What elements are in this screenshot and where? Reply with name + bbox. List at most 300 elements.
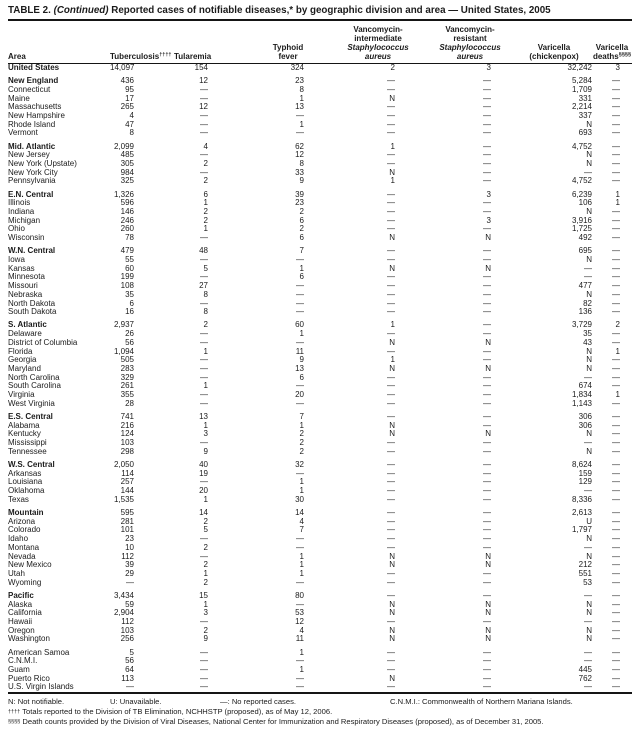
value-cell-vancomycin-intermediate-staph-aureus: — [387, 468, 395, 478]
area-cell: S. Atlantic [8, 320, 47, 330]
value-cell-vancomycin-resistant-staph-aureus: — [483, 246, 491, 256]
value-cell-tularemia: — [200, 665, 208, 674]
value-cell-varicella-deaths: — [612, 625, 620, 635]
legend-unavailable: U: Unavailable. [110, 697, 162, 707]
value-cell-varicella-chickenpox: 695 [578, 246, 592, 256]
value-cell-vancomycin-intermediate-staph-aureus: N [389, 167, 395, 177]
table-row-maine [8, 95, 632, 104]
value-cell-tuberculosis: 1,094 [113, 346, 134, 356]
area-cell: Louisiana [8, 477, 43, 487]
value-cell-tuberculosis: 78 [125, 233, 134, 243]
value-cell-tuberculosis: 14,097 [110, 63, 135, 72]
value-cell-varicella-chickenpox: 2,214 [571, 102, 592, 112]
value-cell-vancomycin-resistant-staph-aureus: N [485, 599, 491, 609]
value-cell-tuberculosis: 113 [121, 673, 134, 683]
area-cell: Alaska [8, 599, 33, 609]
value-cell-varicella-chickenpox: — [584, 590, 592, 600]
table-row-new-england [8, 77, 632, 86]
value-cell-varicella-chickenpox: 551 [578, 568, 592, 578]
area-cell: Rhode Island [8, 119, 56, 129]
table-title-continued: (Continued) [53, 5, 109, 16]
value-cell-varicella-deaths: — [612, 398, 620, 408]
value-cell-typhoid-fever: 1 [299, 477, 304, 487]
area-cell: New Jersey [8, 150, 50, 160]
value-cell-typhoid-fever: 1 [299, 560, 304, 570]
value-cell-varicella-chickenpox: 306 [578, 412, 592, 422]
value-cell-typhoid-fever: — [296, 534, 304, 544]
value-cell-varicella-chickenpox: 106 [578, 198, 592, 208]
value-cell-tuberculosis: 199 [120, 272, 134, 282]
value-cell-varicella-deaths: — [612, 329, 620, 339]
value-cell-tularemia: 1 [203, 224, 208, 234]
value-cell-tularemia: 1 [203, 198, 208, 208]
value-cell-tularemia: 1 [203, 568, 208, 578]
value-cell-vancomycin-resistant-staph-aureus: — [483, 477, 491, 487]
value-cell-tuberculosis: 325 [120, 176, 134, 186]
value-cell-varicella-deaths: — [612, 560, 620, 570]
area-cell: North Dakota [8, 298, 56, 308]
value-cell-varicella-chickenpox: 306 [578, 420, 592, 430]
area-cell: New York (Upstate) [8, 159, 77, 169]
value-cell-vancomycin-intermediate-staph-aureus: — [387, 246, 395, 256]
value-cell-varicella-chickenpox: N [586, 207, 592, 217]
value-cell-varicella-deaths: — [612, 224, 620, 234]
table-row-hawaii [8, 618, 632, 627]
value-cell-tuberculosis: 246 [120, 215, 134, 225]
value-cell-vancomycin-intermediate-staph-aureus: — [387, 446, 395, 456]
table-body [8, 64, 632, 694]
value-cell-tuberculosis: 2,099 [113, 141, 134, 151]
table-title [8, 3, 632, 21]
value-cell-typhoid-fever: 6 [299, 372, 304, 382]
table-row-mid-atlantic [8, 143, 632, 152]
value-cell-vancomycin-resistant-staph-aureus: — [483, 281, 491, 291]
table-row-michigan [8, 217, 632, 226]
value-cell-vancomycin-intermediate-staph-aureus: — [387, 128, 395, 138]
value-cell-vancomycin-intermediate-staph-aureus: N [389, 551, 395, 561]
value-cell-vancomycin-intermediate-staph-aureus: — [387, 542, 395, 552]
value-cell-vancomycin-resistant-staph-aureus: — [483, 207, 491, 217]
value-cell-tularemia: 2 [203, 516, 208, 526]
value-cell-vancomycin-intermediate-staph-aureus: N [389, 673, 395, 683]
footnote-dagger [8, 707, 632, 717]
value-cell-varicella-chickenpox: N [586, 429, 592, 439]
value-cell-vancomycin-resistant-staph-aureus: — [483, 673, 491, 683]
table-row-pennsylvania [8, 177, 632, 186]
value-cell-varicella-chickenpox: — [584, 616, 592, 626]
value-cell-tuberculosis: 16 [125, 307, 134, 317]
value-cell-typhoid-fever: 6 [299, 233, 304, 243]
value-cell-vancomycin-intermediate-staph-aureus: — [387, 272, 395, 282]
value-cell-typhoid-fever: 1 [299, 263, 304, 273]
value-cell-vancomycin-intermediate-staph-aureus: — [387, 255, 395, 265]
value-cell-vancomycin-resistant-staph-aureus: — [483, 438, 491, 448]
value-cell-vancomycin-resistant-staph-aureus: — [483, 224, 491, 234]
value-cell-varicella-deaths: — [612, 298, 620, 308]
value-cell-varicella-chickenpox: 1,834 [571, 390, 592, 400]
value-cell-vancomycin-intermediate-staph-aureus: — [387, 534, 395, 544]
value-cell-typhoid-fever: 33 [295, 167, 304, 177]
table-row-oregon [8, 627, 632, 636]
value-cell-tularemia: — [200, 438, 208, 448]
value-cell-vancomycin-resistant-staph-aureus: — [483, 616, 491, 626]
value-cell-varicella-deaths: 1 [615, 189, 620, 199]
value-cell-tuberculosis: 741 [120, 412, 134, 422]
value-cell-varicella-deaths: — [612, 590, 620, 600]
value-cell-vancomycin-intermediate-staph-aureus: — [387, 111, 395, 121]
table-row-mountain [8, 509, 632, 518]
value-cell-typhoid-fever: 9 [299, 176, 304, 186]
value-cell-vancomycin-intermediate-staph-aureus: — [387, 281, 395, 291]
value-cell-tuberculosis: 10 [125, 542, 134, 552]
value-cell-varicella-chickenpox: 8,624 [571, 460, 592, 470]
value-cell-varicella-chickenpox: N [586, 634, 592, 644]
value-cell-varicella-chickenpox: N [586, 159, 592, 169]
area-cell: Wyoming [8, 577, 42, 587]
value-cell-tuberculosis: 2,904 [113, 608, 134, 618]
table-row-new-hampshire [8, 112, 632, 121]
value-cell-varicella-chickenpox: — [584, 372, 592, 382]
value-cell-varicella-deaths: — [612, 412, 620, 422]
column-header-vancomycin-intermediate-staph-aureus: Vancomycin- intermediate Staphylococcus aureus [332, 21, 424, 64]
value-cell-vancomycin-resistant-staph-aureus: — [483, 390, 491, 400]
value-cell-tuberculosis: 329 [120, 372, 134, 382]
area-cell: New Hampshire [8, 111, 65, 121]
value-cell-varicella-chickenpox: 331 [578, 93, 592, 103]
table-row-massachusetts [8, 103, 632, 112]
value-cell-typhoid-fever: 4 [299, 516, 304, 526]
value-cell-varicella-chickenpox: N [586, 255, 592, 265]
value-cell-vancomycin-intermediate-staph-aureus: — [387, 76, 395, 86]
value-cell-tuberculosis: 596 [120, 198, 134, 208]
value-cell-tuberculosis: 56 [125, 337, 134, 347]
value-cell-varicella-chickenpox: 136 [578, 307, 592, 317]
value-cell-tuberculosis: 112 [121, 551, 134, 561]
value-cell-tuberculosis: 60 [125, 263, 134, 273]
area-cell: Tennessee [8, 446, 47, 456]
area-cell: Idaho [8, 534, 29, 544]
area-cell: Georgia [8, 355, 37, 365]
value-cell-tuberculosis: 56 [125, 656, 134, 666]
value-cell-vancomycin-resistant-staph-aureus: — [483, 93, 491, 103]
value-cell-typhoid-fever: 2 [299, 438, 304, 448]
value-cell-tularemia: 19 [199, 468, 208, 478]
value-cell-tuberculosis: 1,535 [113, 494, 134, 504]
value-cell-vancomycin-intermediate-staph-aureus: N [389, 420, 395, 430]
value-cell-vancomycin-intermediate-staph-aureus: — [387, 568, 395, 578]
value-cell-tularemia: 6 [203, 189, 208, 199]
value-cell-varicella-chickenpox: N [586, 346, 592, 356]
value-cell-tularemia: 8 [203, 289, 208, 299]
value-cell-varicella-deaths: — [612, 542, 620, 552]
value-cell-tularemia: 3 [203, 429, 208, 439]
value-cell-tularemia: 12 [199, 76, 208, 86]
footnotes [8, 697, 632, 727]
value-cell-tuberculosis: 355 [120, 390, 134, 400]
value-cell-tularemia: 9 [203, 634, 208, 644]
value-cell-vancomycin-intermediate-staph-aureus: N [389, 429, 395, 439]
value-cell-vancomycin-intermediate-staph-aureus: — [387, 682, 395, 692]
value-cell-tuberculosis: 984 [120, 167, 134, 177]
value-cell-vancomycin-resistant-staph-aureus: — [483, 320, 491, 330]
value-cell-typhoid-fever: 1 [299, 647, 304, 657]
value-cell-tuberculosis: 505 [120, 355, 134, 365]
value-cell-typhoid-fever: — [296, 682, 304, 692]
value-cell-varicella-deaths: 1 [615, 390, 620, 400]
table-row-e-n-central [8, 191, 632, 200]
section-text: Death counts provided by the Division of Viral Diseases, National Center for Immunization and Respiratory Diseases (proposed), as of December 31, 2005. [22, 717, 544, 727]
value-cell-tularemia: 9 [203, 446, 208, 456]
value-cell-vancomycin-resistant-staph-aureus: N [485, 634, 491, 644]
value-cell-varicella-chickenpox: N [586, 289, 592, 299]
area-cell: Missouri [8, 281, 38, 291]
table-row-tennessee [8, 448, 632, 457]
value-cell-tuberculosis: 8 [129, 128, 134, 138]
value-cell-typhoid-fever: 39 [295, 189, 304, 199]
value-cell-tularemia: 3 [203, 608, 208, 618]
value-cell-tularemia: — [200, 398, 208, 408]
value-cell-varicella-deaths: 3 [615, 63, 620, 72]
value-cell-varicella-deaths: — [612, 656, 620, 666]
value-cell-varicella-deaths: — [612, 76, 620, 86]
value-cell-vancomycin-resistant-staph-aureus: — [483, 508, 491, 518]
value-cell-tularemia: 2 [203, 215, 208, 225]
value-cell-vancomycin-resistant-staph-aureus: — [483, 329, 491, 339]
value-cell-typhoid-fever: 7 [299, 525, 304, 535]
value-cell-tularemia: — [200, 372, 208, 382]
value-cell-typhoid-fever: 80 [295, 590, 304, 600]
value-cell-vancomycin-resistant-staph-aureus: — [483, 119, 491, 129]
value-cell-tuberculosis: 479 [120, 246, 134, 256]
value-cell-tuberculosis: 2,050 [113, 460, 134, 470]
value-cell-vancomycin-resistant-staph-aureus: — [483, 289, 491, 299]
value-cell-vancomycin-intermediate-staph-aureus: — [387, 460, 395, 470]
value-cell-typhoid-fever: 1 [299, 568, 304, 578]
table-row-delaware [8, 330, 632, 339]
value-cell-vancomycin-resistant-staph-aureus: — [483, 468, 491, 478]
value-cell-vancomycin-resistant-staph-aureus: N [485, 263, 491, 273]
value-cell-typhoid-fever: — [296, 128, 304, 138]
value-cell-tuberculosis: 265 [120, 102, 134, 112]
value-cell-vancomycin-resistant-staph-aureus: — [483, 150, 491, 160]
value-cell-vancomycin-resistant-staph-aureus: — [483, 647, 491, 657]
value-cell-varicella-deaths: — [612, 364, 620, 373]
column-header-varicella-chickenpox: Varicella (chickenpox) [516, 21, 592, 64]
area-cell: Connecticut [8, 84, 51, 94]
area-cell: Guam [8, 665, 30, 674]
value-cell-tuberculosis: 216 [120, 420, 134, 430]
table-title-label: TABLE 2. [8, 5, 51, 16]
value-cell-typhoid-fever: 20 [295, 390, 304, 400]
value-cell-varicella-deaths: — [612, 508, 620, 518]
value-cell-vancomycin-intermediate-staph-aureus: — [387, 150, 395, 160]
table-row-west-virginia [8, 400, 632, 409]
value-cell-vancomycin-intermediate-staph-aureus: — [387, 486, 395, 496]
table-row-new-york-upstate [8, 160, 632, 169]
value-cell-tularemia: 2 [203, 320, 208, 330]
value-cell-tularemia: 2 [203, 542, 208, 552]
value-cell-varicella-chickenpox: 6,239 [571, 189, 592, 199]
value-cell-vancomycin-resistant-staph-aureus: — [483, 656, 491, 666]
value-cell-vancomycin-intermediate-staph-aureus: — [387, 198, 395, 208]
value-cell-varicella-deaths: — [612, 634, 620, 644]
area-cell: Mississippi [8, 438, 47, 448]
value-cell-tuberculosis: 4 [129, 111, 134, 121]
area-cell: Pacific [8, 590, 34, 600]
area-cell: Minnesota [8, 272, 45, 282]
table-row-north-carolina [8, 374, 632, 383]
value-cell-typhoid-fever: — [296, 656, 304, 666]
value-cell-tuberculosis: 39 [125, 560, 134, 570]
value-cell-varicella-chickenpox: 129 [578, 477, 592, 487]
table-row-guam [8, 666, 632, 675]
value-cell-vancomycin-resistant-staph-aureus: — [483, 486, 491, 496]
value-cell-typhoid-fever: 1 [299, 93, 304, 103]
value-cell-vancomycin-resistant-staph-aureus: — [483, 516, 491, 526]
table-row-kentucky [8, 430, 632, 439]
table-row-georgia [8, 356, 632, 365]
value-cell-tularemia: 2 [203, 560, 208, 570]
value-cell-vancomycin-intermediate-staph-aureus: 1 [390, 355, 395, 365]
value-cell-tularemia: — [200, 364, 208, 373]
table-row-nebraska [8, 291, 632, 300]
value-cell-vancomycin-intermediate-staph-aureus: — [387, 289, 395, 299]
value-cell-vancomycin-intermediate-staph-aureus: — [387, 577, 395, 587]
value-cell-vancomycin-resistant-staph-aureus: — [483, 198, 491, 208]
value-cell-varicella-deaths: — [612, 381, 620, 391]
value-cell-vancomycin-intermediate-staph-aureus: 1 [390, 176, 395, 186]
value-cell-vancomycin-resistant-staph-aureus: — [483, 167, 491, 177]
value-cell-vancomycin-intermediate-staph-aureus: N [389, 233, 395, 243]
area-cell: Washington [8, 634, 50, 644]
value-cell-vancomycin-resistant-staph-aureus: — [483, 346, 491, 356]
value-cell-tuberculosis: 5 [129, 647, 134, 657]
value-cell-varicella-chickenpox: 693 [578, 128, 592, 138]
table-row-c-n-m-i [8, 657, 632, 666]
value-cell-tularemia: 1 [203, 599, 208, 609]
value-cell-typhoid-fever: 6 [299, 272, 304, 282]
value-cell-vancomycin-resistant-staph-aureus: — [483, 665, 491, 674]
value-cell-vancomycin-resistant-staph-aureus: — [483, 141, 491, 151]
footnote-section [8, 717, 632, 727]
value-cell-varicella-chickenpox: 212 [578, 560, 592, 570]
value-cell-vancomycin-intermediate-staph-aureus: — [387, 438, 395, 448]
area-cell: Arkansas [8, 468, 42, 478]
area-cell: Florida [8, 346, 33, 356]
value-cell-varicella-chickenpox: 32,242 [567, 63, 592, 72]
table-row-alaska [8, 601, 632, 610]
value-cell-vancomycin-intermediate-staph-aureus: N [389, 608, 395, 618]
value-cell-vancomycin-intermediate-staph-aureus: 2 [390, 63, 395, 72]
value-cell-tuberculosis: 6 [129, 298, 134, 308]
value-cell-vancomycin-intermediate-staph-aureus: — [387, 159, 395, 169]
area-cell: Nebraska [8, 289, 43, 299]
value-cell-typhoid-fever: 2 [299, 429, 304, 439]
value-cell-varicella-chickenpox: 1,725 [571, 224, 592, 234]
value-cell-varicella-chickenpox: N [586, 551, 592, 561]
value-cell-vancomycin-resistant-staph-aureus: — [483, 76, 491, 86]
value-cell-typhoid-fever: — [296, 337, 304, 347]
value-cell-varicella-deaths: — [612, 468, 620, 478]
value-cell-vancomycin-intermediate-staph-aureus: — [387, 381, 395, 391]
value-cell-tularemia: — [200, 111, 208, 121]
value-cell-vancomycin-intermediate-staph-aureus: — [387, 372, 395, 382]
area-cell: Nevada [8, 551, 36, 561]
value-cell-vancomycin-intermediate-staph-aureus: — [387, 665, 395, 674]
value-cell-varicella-chickenpox: N [586, 355, 592, 365]
value-cell-tularemia: — [200, 673, 208, 683]
area-cell: Kentucky [8, 429, 41, 439]
value-cell-typhoid-fever: 62 [295, 141, 304, 151]
value-cell-tuberculosis: 436 [120, 76, 134, 86]
value-cell-varicella-deaths: — [612, 460, 620, 470]
value-cell-varicella-deaths: — [612, 119, 620, 129]
value-cell-tularemia: — [200, 682, 208, 692]
value-cell-varicella-deaths: — [612, 281, 620, 291]
value-cell-typhoid-fever: — [296, 468, 304, 478]
value-cell-varicella-chickenpox: — [584, 647, 592, 657]
value-cell-tularemia: — [200, 329, 208, 339]
legend-cnmi: C.N.M.I.: Commonwealth of Northern Mariana Islands. [390, 697, 573, 707]
value-cell-varicella-deaths: — [612, 647, 620, 657]
value-cell-varicella-deaths: — [612, 337, 620, 347]
table-row-nevada [8, 553, 632, 562]
value-cell-typhoid-fever: 8 [299, 159, 304, 169]
value-cell-tuberculosis: 47 [125, 119, 134, 129]
table-row-maryland [8, 365, 632, 374]
value-cell-vancomycin-intermediate-staph-aureus: — [387, 224, 395, 234]
value-cell-tularemia: 13 [199, 412, 208, 422]
value-cell-tularemia: — [200, 233, 208, 243]
value-cell-varicella-deaths: — [612, 215, 620, 225]
value-cell-vancomycin-intermediate-staph-aureus: — [387, 119, 395, 129]
value-cell-varicella-chickenpox: — [584, 438, 592, 448]
value-cell-typhoid-fever: — [296, 281, 304, 291]
value-cell-varicella-deaths: — [612, 355, 620, 365]
value-cell-varicella-chickenpox: U [586, 516, 592, 526]
value-cell-vancomycin-resistant-staph-aureus: — [483, 420, 491, 430]
value-cell-varicella-deaths: — [612, 233, 620, 243]
area-cell: Mid. Atlantic [8, 141, 56, 151]
value-cell-vancomycin-intermediate-staph-aureus: — [387, 102, 395, 112]
value-cell-tuberculosis: 305 [120, 159, 134, 169]
value-cell-varicella-chickenpox: 8,336 [571, 494, 592, 504]
value-cell-varicella-chickenpox: — [584, 263, 592, 273]
value-cell-typhoid-fever: 7 [299, 246, 304, 256]
table-row-iowa [8, 256, 632, 265]
value-cell-vancomycin-resistant-staph-aureus: — [483, 577, 491, 587]
value-cell-varicella-chickenpox: — [584, 272, 592, 282]
value-cell-tularemia: 14 [199, 508, 208, 518]
footnote-legend [8, 697, 632, 707]
value-cell-vancomycin-intermediate-staph-aureus: — [387, 390, 395, 400]
area-cell: Maine [8, 93, 30, 103]
value-cell-vancomycin-resistant-staph-aureus: — [483, 176, 491, 186]
area-cell: C.N.M.I. [8, 656, 38, 666]
value-cell-typhoid-fever: 324 [290, 63, 304, 72]
value-cell-varicella-deaths: — [612, 616, 620, 626]
area-cell: Colorado [8, 525, 41, 535]
value-cell-varicella-deaths: — [612, 93, 620, 103]
value-cell-vancomycin-intermediate-staph-aureus: — [387, 307, 395, 317]
area-cell: Pennsylvania [8, 176, 56, 186]
value-cell-varicella-deaths: — [612, 494, 620, 504]
value-cell-varicella-deaths: — [612, 159, 620, 169]
value-cell-varicella-chickenpox: 3,916 [571, 215, 592, 225]
value-cell-tularemia: — [200, 119, 208, 129]
value-cell-tuberculosis: 35 [125, 289, 134, 299]
table-row-connecticut [8, 86, 632, 95]
